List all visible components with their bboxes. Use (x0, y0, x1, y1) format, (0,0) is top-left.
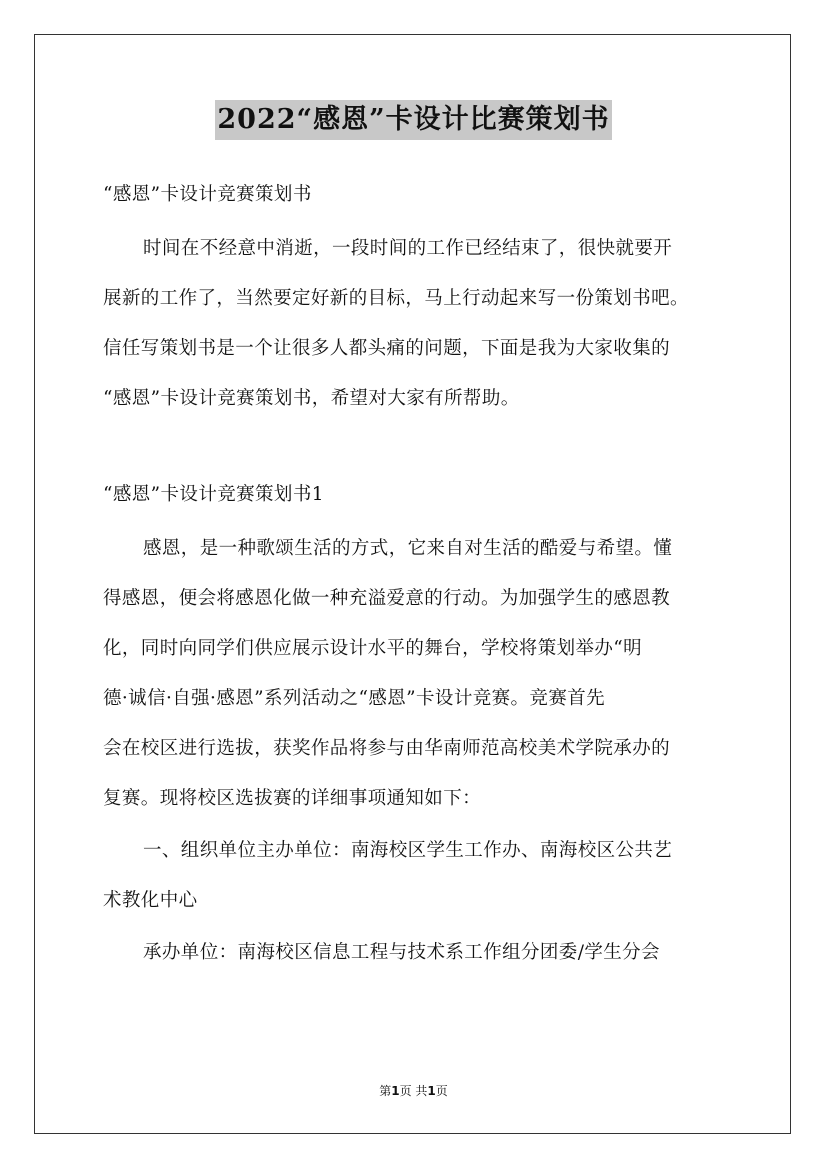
footer-page-prefix: 第 (379, 1084, 392, 1098)
host-line: 承办单位：南海校区信息工程与技术系工作组分团委/学生分会 (143, 942, 660, 963)
subtitle: “感恩”卡设计竞赛策划书 (103, 184, 312, 205)
intro-line-2: 展新的工作了，当然要定好新的目标，马上行动起来写一份策划书吧。 (103, 288, 689, 309)
section1-line-2: 得感恩，便会将感恩化做一种充溢爱意的行动。为加强学生的感恩教 (103, 588, 671, 609)
section1-heading: “感恩”卡设计竞赛策划书1 (103, 484, 324, 505)
page-footer (0, 1083, 827, 1099)
section1-line-4: 德·诚信·自强·感恩”系列活动之“感恩”卡设计竞赛。竞赛首先 (103, 688, 606, 709)
org-line-1: 一、组织单位主办单位：南海校区学生工作办、南海校区公共艺 (143, 840, 673, 861)
footer-page-total: 1 (427, 1084, 436, 1098)
footer-page-suffix: 页 (435, 1084, 448, 1098)
intro-line-4: “感恩”卡设计竞赛策划书，希望对大家有所帮助。 (103, 388, 520, 409)
footer-page-mid: 页 共 (399, 1084, 428, 1098)
section1-line-6: 复赛。现将校区选拔赛的详细事项通知如下： (103, 788, 482, 809)
title-container (0, 100, 827, 140)
intro-line-3: 信任写策划书是一个让很多人都头痛的问题，下面是我为大家收集的 (103, 338, 671, 359)
footer-page-current: 1 (391, 1084, 400, 1098)
section1-line-1: 感恩，是一种歌颂生活的方式，它来自对生活的酷爱与希望。懂 (143, 538, 673, 559)
document-body (103, 176, 731, 972)
org-line-2: 术教化中心 (103, 890, 198, 911)
section1-line-3: 化，同时向同学们供应展示设计水平的舞台，学校将策划举办“明 (103, 638, 643, 659)
section1-line-5: 会在校区进行选拔，获奖作品将参与由华南师范高校美术学院承办的 (103, 738, 671, 759)
intro-line-1: 时间在不经意中消逝，一段时间的工作已经结束了，很快就要开 (143, 238, 673, 259)
document-title: 2022“感恩”卡设计比赛策划书 (215, 100, 611, 140)
